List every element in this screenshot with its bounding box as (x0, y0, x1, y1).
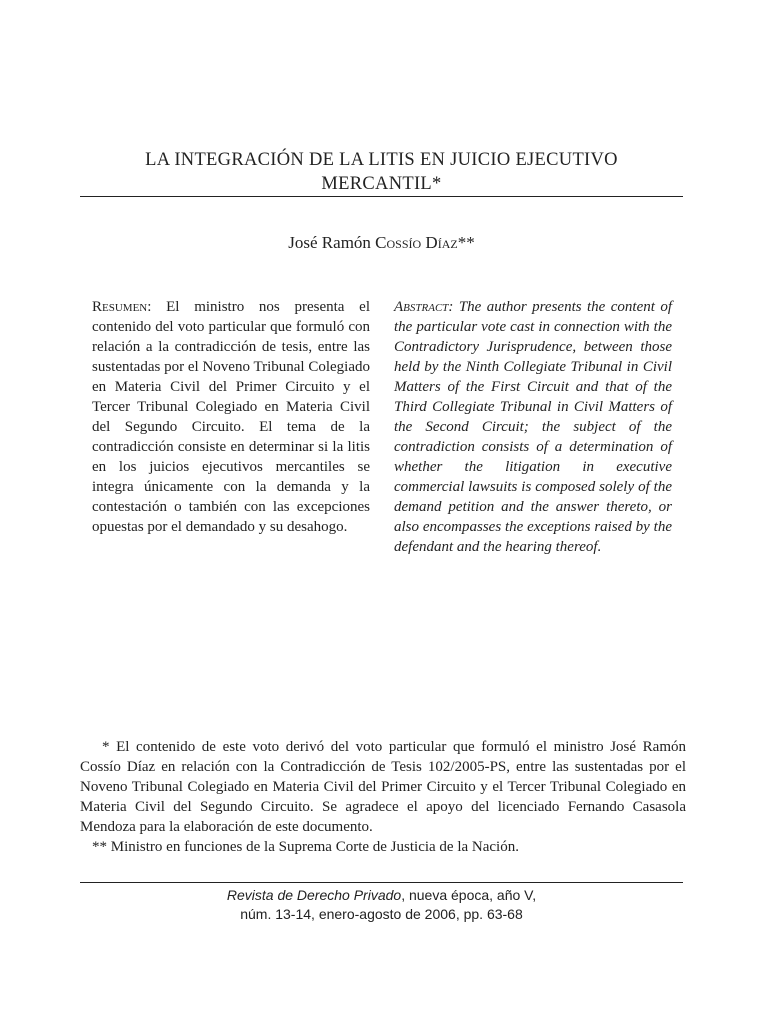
article-title-line-2: MERCANTIL* (321, 174, 442, 194)
footer-divider (80, 882, 683, 883)
footnotes (80, 737, 686, 857)
resumen-text: El ministro nos presenta el contenido del voto particular que formuló con relación a la contradicción de tesis, entre las sustentadas por el Noveno Tribunal Colegiado en Materia Civil del Primer Circuito y el Tercer Tribunal Colegiado en Materia Civil del Segundo Circuito. El tema de la contradicción consiste en determinar si la litis en los juicios ejecutivos mercantiles se integra únicamente con la demanda y la contestación o también con las excepciones opuestas por el demandado y su desahogo. (92, 299, 371, 535)
journal-name: Revista de Derecho Privado (226, 887, 402, 903)
citation-issue-info: , nueva época, año V, (401, 887, 537, 903)
author-given-name: José Ramón (288, 233, 371, 252)
resumen-column (92, 297, 370, 537)
title-divider (80, 196, 683, 197)
citation-line-1 (80, 886, 683, 905)
author-byline (80, 232, 683, 254)
abstract-text: The author presents the content of the particular vote cast in connection with the Contradictory Jurisprudence, between those held by the Ninth Collegiate Tribunal in Civil Matters of the First Circuit and that of the Third Collegiate Tribunal in Civil Matters of the Second Circuit; the subject of the contradiction consists of a determination of whether the litigation in executive commercial lawsuits is composed solely of the demand petition and the answer thereto, or also encompasses the exceptions raised by the defendant and the hearing thereof. (394, 299, 672, 555)
abstract-label: Abstract: (394, 299, 454, 315)
journal-citation (80, 886, 683, 924)
footnote-1: * El contenido de este voto derivó del voto particular que formuló el ministro José Ramón Cossío Díaz en relación con la Contradicción de Tesis 102/2005-PS, entre las sustentadas por el Noveno Tribunal Colegiado en Materia Civil del Primer Circuito y el Tercer Tribunal Colegiado en Materia Civil del Segundo Circuito. Se agradece el apoyo del licenciado Fernando Casasola Mendoza para la elaboración de este documento. (80, 739, 686, 835)
citation-line-2: núm. 13-14, enero-agosto de 2006, pp. 63-68 (240, 906, 523, 922)
author-footnote-mark: ** (457, 233, 475, 252)
author-surname: Cossío Díaz (375, 233, 458, 252)
article-title-line-1: LA INTEGRACIÓN DE LA LITIS EN JUICIO EJECUTIVO (145, 150, 618, 170)
article-title (80, 148, 683, 196)
abstract-column (394, 297, 672, 557)
resumen-label: Resumen: (92, 299, 152, 315)
footnote-2: ** Ministro en funciones de la Suprema Corte de Justicia de la Nación. (92, 839, 519, 855)
